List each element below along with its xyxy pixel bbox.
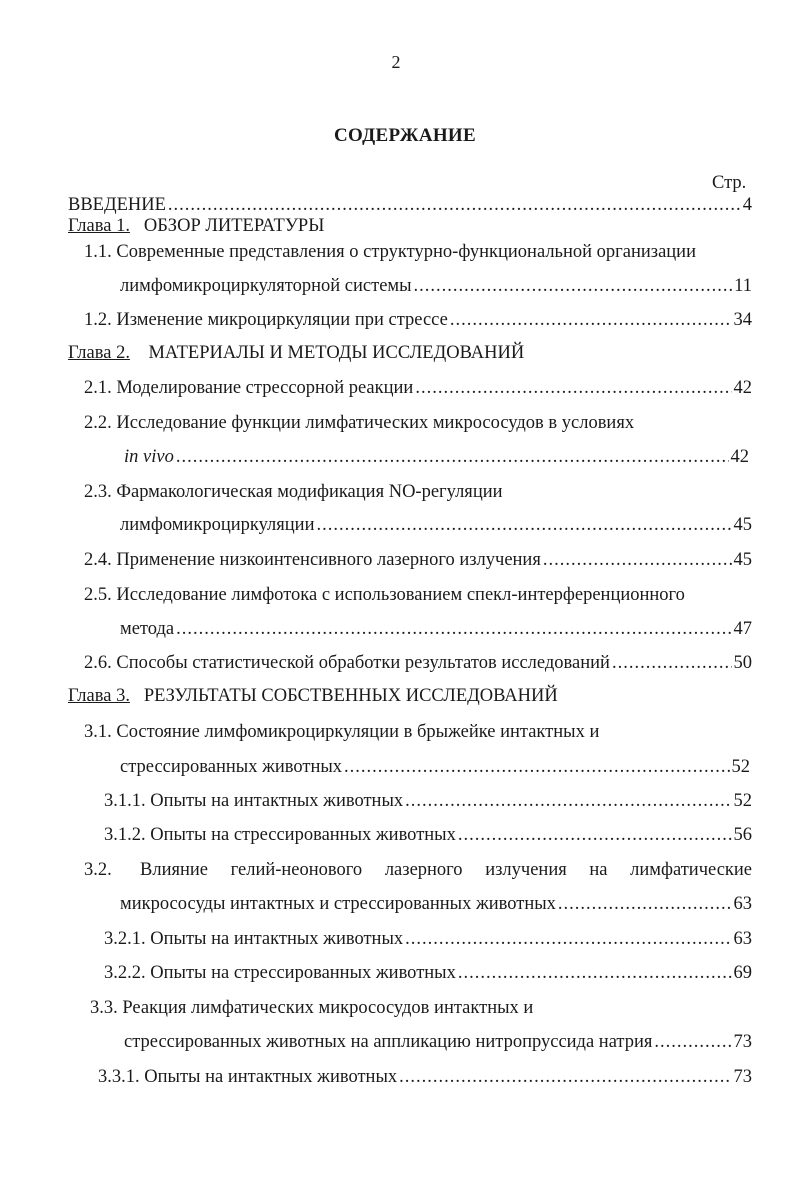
toc-entry-page: 63 <box>733 929 752 949</box>
dot-leader <box>176 619 731 640</box>
chapter-2-heading[interactable] <box>68 343 524 364</box>
toc-entry-page: 34 <box>733 310 752 330</box>
dot-leader <box>344 757 729 778</box>
toc-entry-page: 63 <box>733 894 752 914</box>
toc-entry-label: 1.2. Изменение микроциркуляции при стрессе <box>84 310 448 330</box>
toc-entry-2-5[interactable] <box>120 619 752 640</box>
chapter-3-heading[interactable] <box>68 686 558 707</box>
toc-entry-1-1[interactable] <box>120 276 752 297</box>
toc-entry-page: 45 <box>733 515 752 535</box>
toc-entry-2-2[interactable] <box>124 447 749 468</box>
dot-leader <box>612 653 732 674</box>
toc-entry-page: 47 <box>733 619 752 639</box>
dot-leader <box>316 515 731 536</box>
toc-entry-page: 52 <box>731 757 750 777</box>
chapter-title: ОБЗОР ЛИТЕРАТУРЫ <box>143 216 325 236</box>
toc-entry-page: 4 <box>742 195 752 215</box>
page-column-label: Стр. <box>712 173 747 193</box>
toc-entry-3-1-line1[interactable]: 3.1. Состояние лимфомикроциркуляции в брыжейке интактных и <box>84 722 600 742</box>
toc-entry-page: 50 <box>733 653 752 673</box>
toc-entry-3-1-1[interactable] <box>104 791 752 812</box>
dot-leader <box>405 791 731 812</box>
toc-entry-3-3-line1[interactable]: 3.3. Реакция лимфатических микрососудов интактных и <box>90 998 534 1018</box>
toc-entry-page: 73 <box>733 1032 752 1052</box>
toc-entry-3-3-1[interactable] <box>98 1067 752 1088</box>
toc-entry-intro[interactable] <box>68 195 752 216</box>
toc-entry-page: 42 <box>730 447 749 467</box>
toc-entry-2-5-line1[interactable]: 2.5. Исследование лимфотока с использованием спекл-интерференционного <box>84 585 685 605</box>
dot-leader <box>543 550 732 571</box>
toc-entry-page: 56 <box>733 825 752 845</box>
toc-entry-label: стрессированных животных на аппликацию нитропруссида натрия <box>124 1032 653 1052</box>
toc-entry-label: 3.1.2. Опыты на стрессированных животных <box>104 825 456 845</box>
toc-entry-label: 3.2.1. Опыты на интактных животных <box>104 929 404 949</box>
toc-entry-label: Влияние гелий-неонового лазерного излучения на лимфатические <box>140 860 752 880</box>
dot-leader <box>458 825 732 846</box>
dot-leader <box>168 195 741 216</box>
toc-entry-label: лимфомикроциркуляции <box>120 515 315 535</box>
toc-entry-label: 3.1.1. Опыты на интактных животных <box>104 791 404 811</box>
toc-entry-page: 52 <box>733 791 752 811</box>
dot-leader <box>654 1032 731 1053</box>
chapter-label: Глава 3. <box>68 686 130 706</box>
toc-entry-label: стрессированных животных <box>120 757 343 777</box>
dot-leader <box>450 310 732 331</box>
toc-entry-2-2-line1[interactable]: 2.2. Исследование функции лимфатических микрососудов в условиях <box>84 413 635 433</box>
dot-leader <box>399 1067 731 1088</box>
dot-leader <box>176 447 729 468</box>
toc-entry-1-1-line1[interactable]: 1.1. Современные представления о структурно-функциональной организации <box>84 242 696 262</box>
page-title: СОДЕРЖАНИЕ <box>334 125 476 146</box>
toc-entry-2-3-line1[interactable]: 2.3. Фармакологическая модификация NO-регуляции <box>84 482 503 502</box>
chapter-1-heading[interactable] <box>68 216 324 237</box>
toc-entry-label: 3.2.2. Опыты на стрессированных животных <box>104 963 456 983</box>
toc-entry-1-2[interactable] <box>84 310 752 331</box>
toc-entry-2-1[interactable] <box>84 378 752 399</box>
toc-entry-3-2[interactable] <box>120 894 752 915</box>
chapter-title: РЕЗУЛЬТАТЫ СОБСТВЕННЫХ ИССЛЕДОВАНИЙ <box>143 686 558 706</box>
toc-entry-label: метода <box>120 619 175 639</box>
toc-entry-3-1[interactable] <box>120 757 750 778</box>
dot-leader <box>558 894 732 915</box>
toc-entry-3-2-line1[interactable] <box>84 860 752 881</box>
toc-entry-label: микрососуды интактных и стрессированных животных <box>120 894 556 914</box>
toc-entry-page: 42 <box>733 378 752 398</box>
toc-entry-2-3[interactable] <box>120 515 752 536</box>
toc-entry-label: 2.4. Применение низкоинтенсивного лазерного излучения <box>84 550 541 570</box>
toc-entry-2-4[interactable] <box>84 550 752 571</box>
chapter-label: Глава 1. <box>68 216 130 236</box>
toc-entry-label: 2.6. Способы статистической обработки результатов исследований <box>84 653 610 673</box>
chapter-title: МАТЕРИАЛЫ И МЕТОДЫ ИССЛЕДОВАНИЙ <box>148 343 525 363</box>
dot-leader <box>458 963 732 984</box>
toc-entry-page: 45 <box>733 550 752 570</box>
page-number: 2 <box>391 52 401 72</box>
toc-entry-page: 73 <box>733 1067 752 1087</box>
toc-entry-label: лимфомикроциркуляторной системы <box>120 276 412 296</box>
toc-entry-label: 3.3.1. Опыты на интактных животных <box>98 1067 398 1087</box>
toc-entry-3-2-2[interactable] <box>104 963 752 984</box>
chapter-label: Глава 2. <box>68 343 130 363</box>
toc-entry-label: 2.1. Моделирование стрессорной реакции <box>84 378 414 398</box>
toc-entry-number: 3.2. <box>84 860 112 880</box>
toc-entry-page: 69 <box>733 963 752 983</box>
toc-entry-2-6[interactable] <box>84 653 752 674</box>
toc-entry-label: in vivo <box>124 447 174 467</box>
dot-leader <box>415 378 731 399</box>
toc-entry-3-1-2[interactable] <box>104 825 752 846</box>
toc-entry-page: 11 <box>734 276 752 296</box>
toc-entry-3-3[interactable] <box>124 1032 752 1053</box>
toc-entry-label: ВВЕДЕНИЕ <box>68 195 166 215</box>
dot-leader <box>405 929 731 950</box>
dot-leader <box>414 276 733 297</box>
toc-entry-3-2-1[interactable] <box>104 929 752 950</box>
